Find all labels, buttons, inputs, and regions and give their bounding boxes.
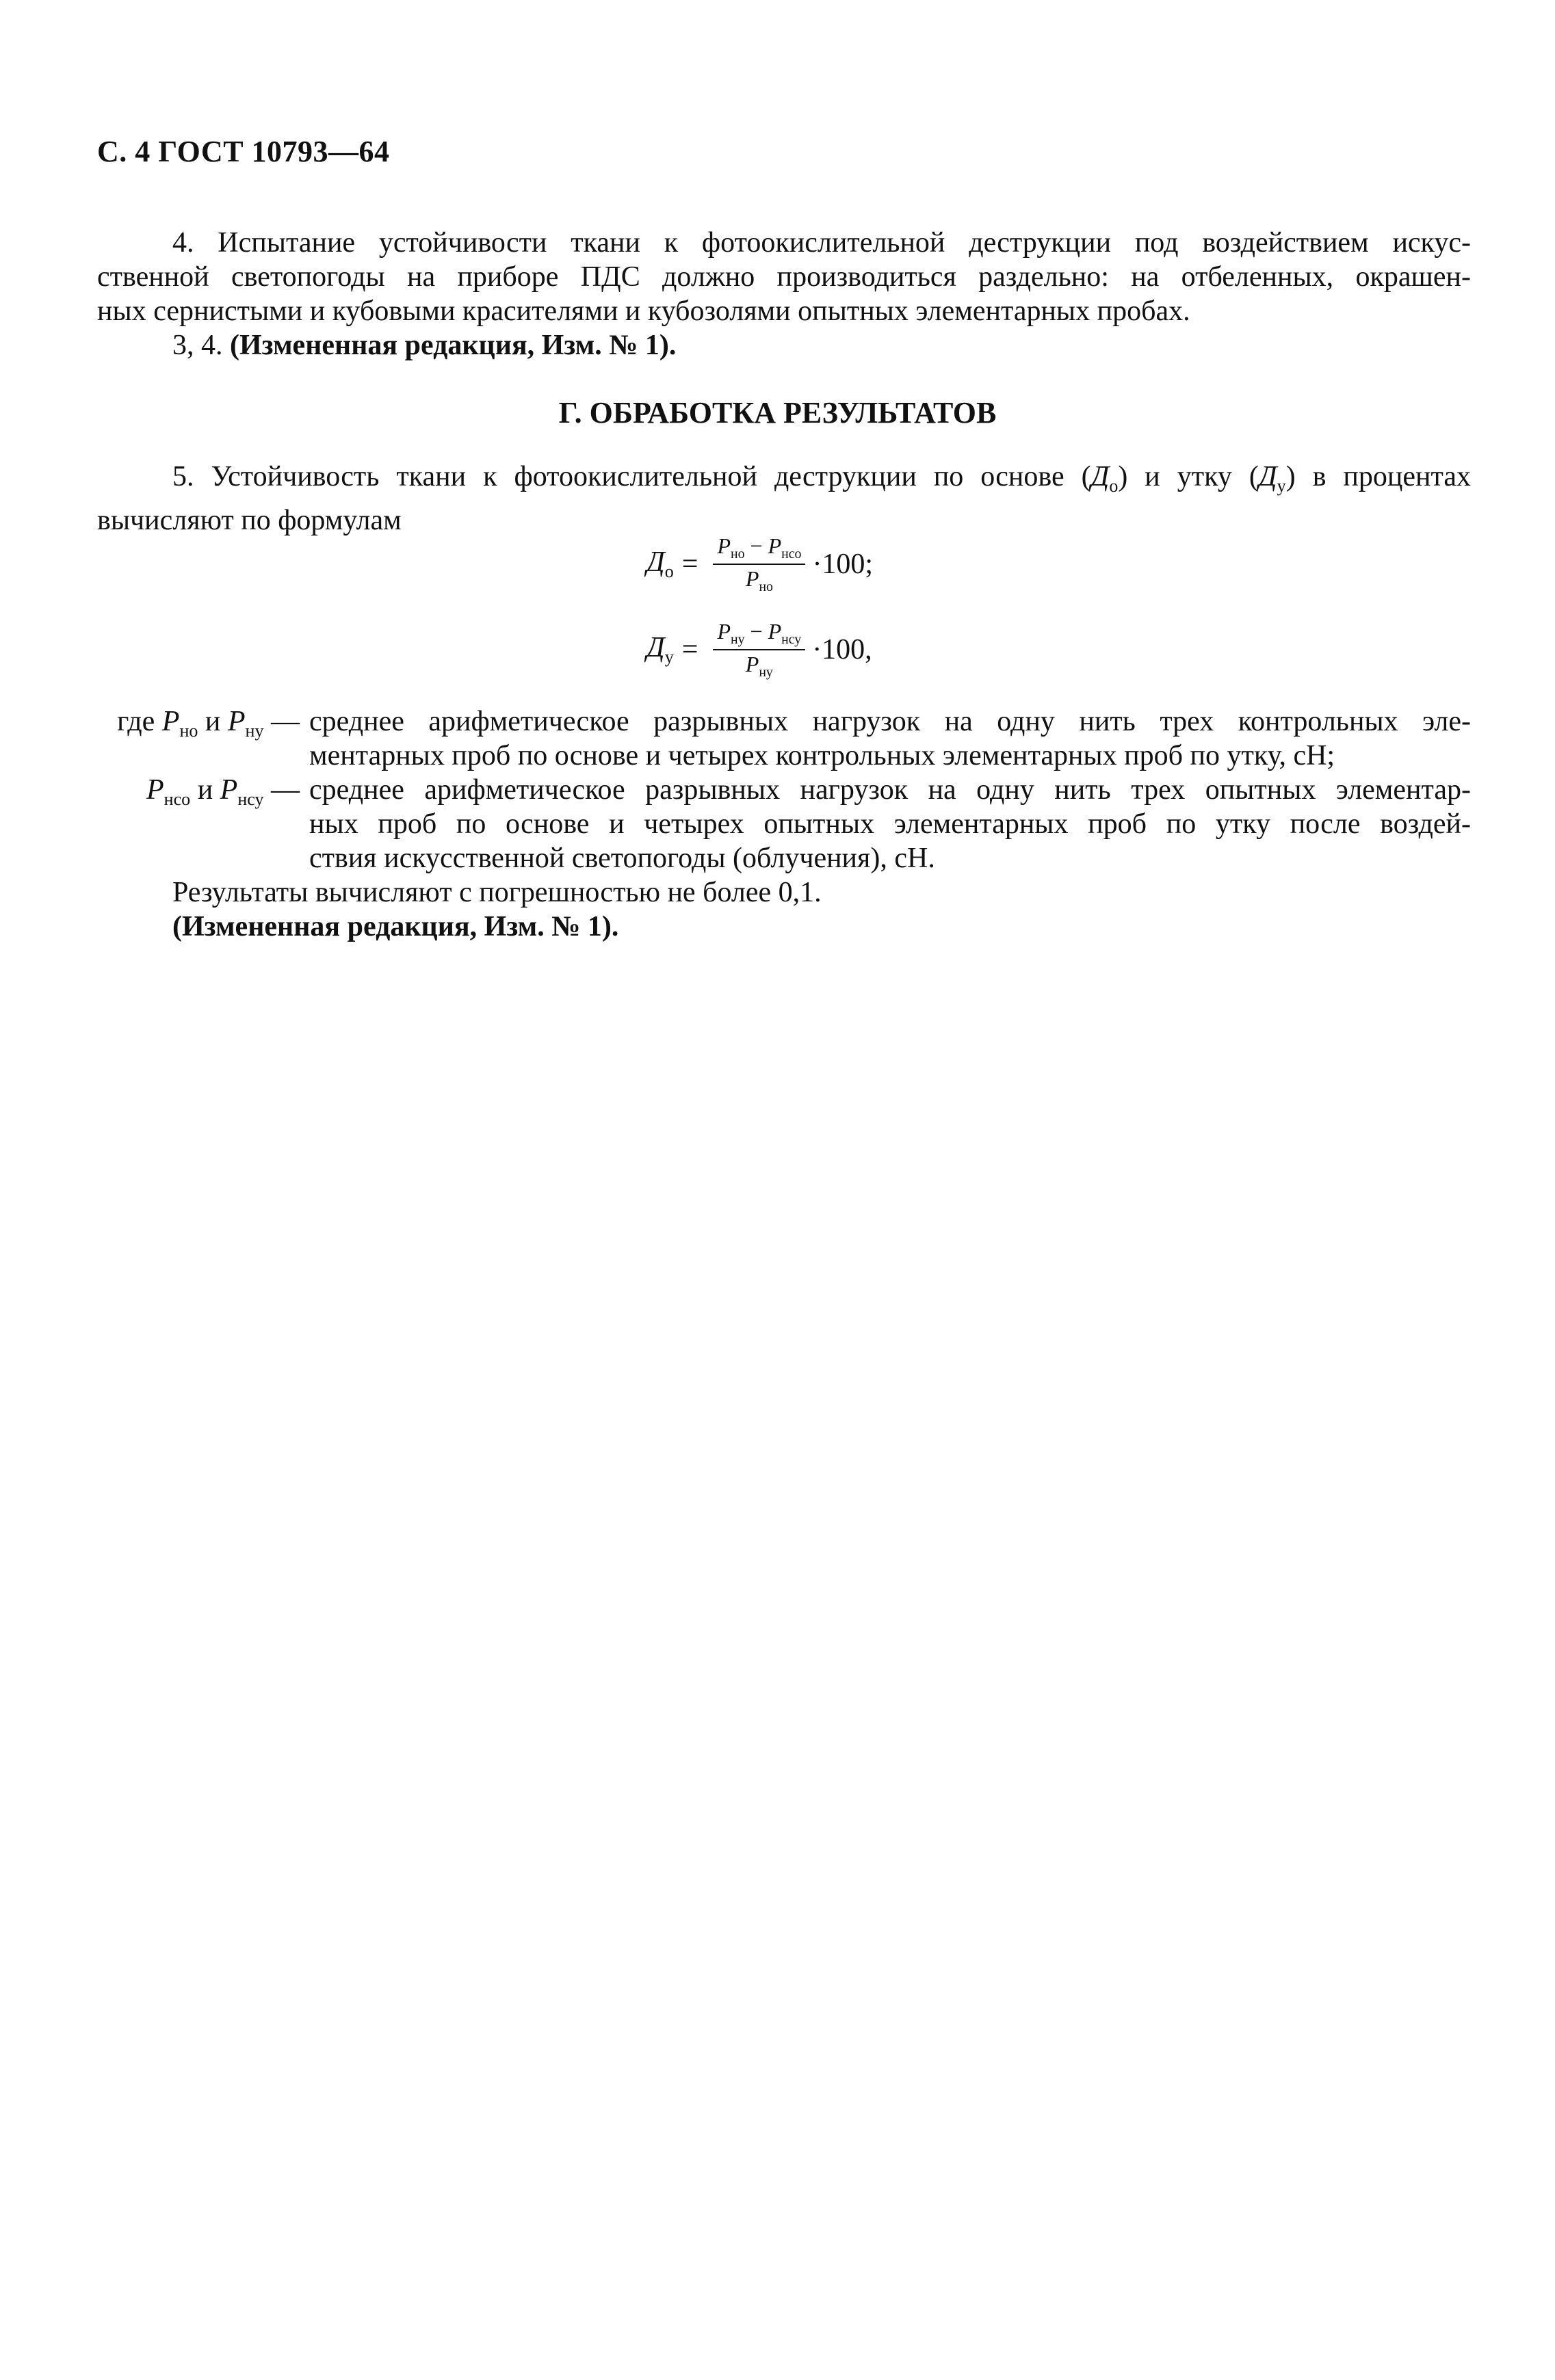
clause-5 <box>97 460 1471 538</box>
clause-4 <box>97 226 1471 362</box>
definition-row <box>97 704 1471 773</box>
formula-warp-lhs: $Д_о$ <box>646 546 674 582</box>
amendment-prefix: 3, 4. <box>172 330 230 361</box>
definition-text: среднее арифметическое разрывных нагрузок на одну нить трех контрольных эле- ментарных проб по основе и четырех контрольных элементарных проб по утку, сН; <box>309 706 1471 771</box>
clause-4-amendment <box>97 328 1471 362</box>
definition-term: $P_{нсо}$ и $P_{нсу}$ — <box>146 774 300 810</box>
clause-4-line-3: ных сернистыми и кубовыми красителями и кубозолями опытных элементарных пробах. <box>97 295 1190 327</box>
formula-warp: $Д_о$ = $\frac{P_{но} - P_{нсо}}{P_{но}}$ ·100; <box>646 533 874 594</box>
formula-weft-lhs: $Д_у$ <box>646 632 674 667</box>
definition-term: где $P_{но}$ и $P_{ну}$ — <box>117 706 300 741</box>
formula-weft-numerator: $P_{ну} - P_{нсу}$ <box>713 619 805 650</box>
formula-weft-denominator: $P_{ну}$ <box>745 651 773 680</box>
clause-4-line-1: 4. Испытание устойчивости ткани к фотоокислительной деструкции под воздействием искус- <box>172 227 1471 259</box>
result-note: Результаты вычисляют с погрешностью не более 0,1. <box>172 877 822 908</box>
amendment-note: (Измененная редакция, Изм. № 1). <box>230 330 677 361</box>
formula-warp-fraction <box>713 533 805 595</box>
formula-weft-fraction <box>713 619 805 680</box>
clause-5-line-1: 5. Устойчивость ткани к фотоокислительной деструкции по основе $(Д_о)$ и утку $(Д_у)$ в процентах <box>172 461 1471 497</box>
definition-text: среднее арифметическое разрывных нагрузок на одну нить трех опытных элементар- ных проб по основе и четырех опытных элементарных проб по утку после воздей- ствия искусственной светопогоды (облучения), сН. <box>309 774 1471 874</box>
final-amendment-note: (Измененная редакция, Изм. № 1). <box>172 911 619 942</box>
formula-warp-denominator: $P_{но}$ <box>745 566 773 594</box>
page-header: С. 4 ГОСТ 10793—64 <box>97 135 390 168</box>
definition-row <box>97 773 1471 875</box>
section-heading: Г. ОБРАБОТКА РЕЗУЛЬТАТОВ <box>558 396 997 429</box>
clause-4-line-2: ственной светопогоды на приборе ПДС должно производиться раздельно: на отбеленных, окрашен- <box>97 261 1471 293</box>
definitions <box>97 704 1471 875</box>
formula-warp-numerator: $P_{но} - P_{нсо}$ <box>713 533 805 565</box>
formula-weft: $Д_у$ = $\frac{P_{ну} - P_{нсу}}{P_{ну}}$ ·100, <box>646 619 872 680</box>
clause-5-line-2: вычисляют по формулам <box>97 505 402 537</box>
